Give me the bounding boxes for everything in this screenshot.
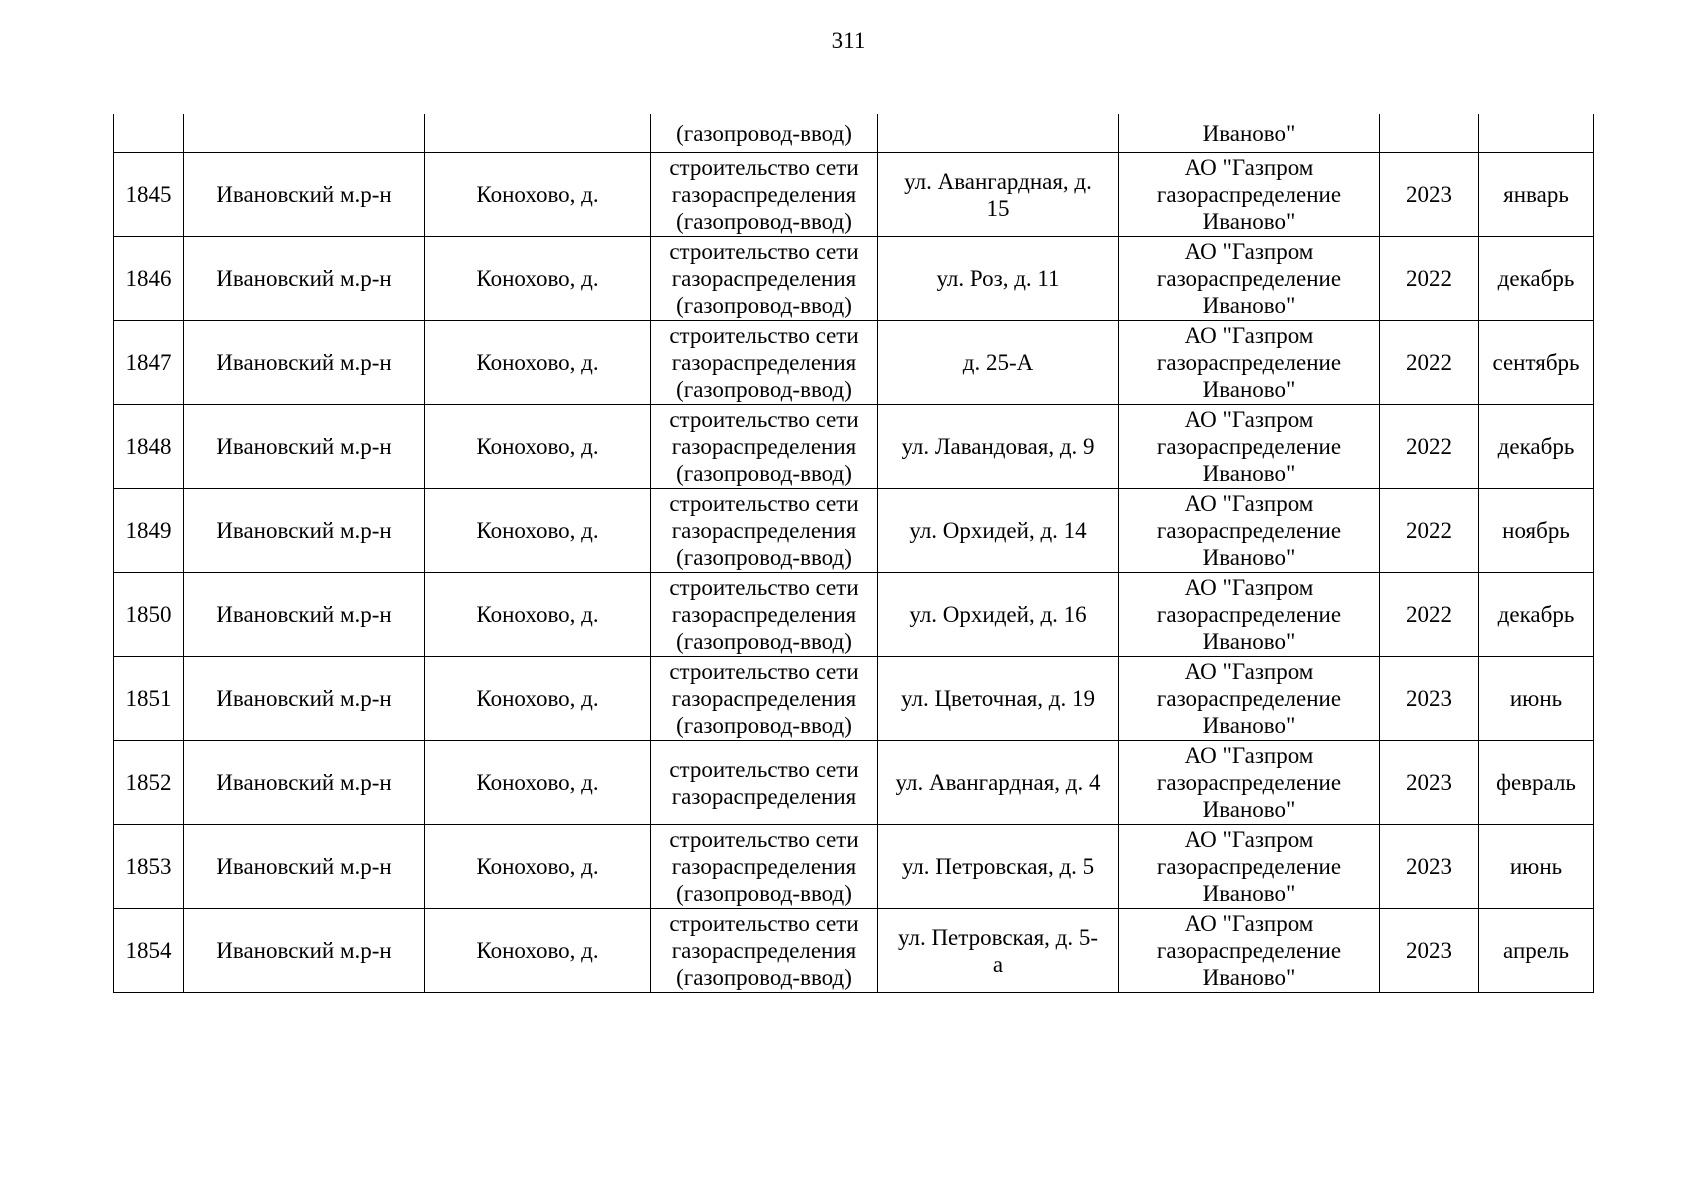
cell-year-text: 2022 bbox=[1406, 350, 1452, 375]
table-body bbox=[114, 114, 1594, 993]
cell-org-text: АО "Газпром газораспределение Иваново" bbox=[1156, 743, 1342, 822]
cell-num-text: 1848 bbox=[125, 434, 172, 459]
cell-org-text: АО "Газпром газораспределение Иваново" bbox=[1156, 911, 1342, 990]
cell-month-text: ноябрь bbox=[1502, 518, 1570, 543]
cell-work-text: строительство сети газораспределения (газопровод-ввод) bbox=[669, 491, 859, 570]
cell-org bbox=[1119, 237, 1380, 321]
cell-settlement bbox=[425, 405, 651, 489]
cell-address bbox=[878, 489, 1119, 573]
cell-district-text: Ивановский м.р-н bbox=[216, 182, 392, 207]
cell-settlement bbox=[425, 825, 651, 909]
cell-work bbox=[651, 114, 878, 153]
cell-work-text: строительство сети газораспределения (газопровод-ввод) bbox=[669, 407, 859, 486]
cell-work-text: строительство сети газораспределения (газопровод-ввод) bbox=[669, 827, 859, 906]
cell-district-text: Ивановский м.р-н bbox=[216, 266, 392, 291]
cell-district bbox=[184, 153, 425, 237]
cell-year bbox=[1380, 114, 1479, 153]
cell-month-text: сентябрь bbox=[1492, 350, 1580, 375]
cell-settlement bbox=[425, 573, 651, 657]
table-row bbox=[114, 909, 1594, 993]
cell-month-text: январь bbox=[1503, 182, 1569, 207]
cell-org-text: АО "Газпром газораспределение Иваново" bbox=[1156, 575, 1342, 654]
cell-settlement bbox=[425, 237, 651, 321]
cell-num bbox=[114, 657, 184, 741]
cell-month bbox=[1479, 114, 1594, 153]
cell-org-text: АО "Газпром газораспределение Иваново" bbox=[1156, 827, 1342, 906]
cell-year bbox=[1380, 405, 1479, 489]
cell-org bbox=[1119, 321, 1380, 405]
cell-year bbox=[1380, 909, 1479, 993]
cell-year bbox=[1380, 657, 1479, 741]
page-number: 311 bbox=[831, 28, 866, 53]
cell-year-text: 2022 bbox=[1406, 518, 1452, 543]
cell-address-text: ул. Роз, д. 11 bbox=[936, 266, 1060, 291]
cell-settlement-text: Конохово, д. bbox=[476, 266, 599, 291]
cell-address-text: д. 25-А bbox=[962, 350, 1034, 375]
table-row bbox=[114, 657, 1594, 741]
cell-month bbox=[1479, 405, 1594, 489]
cell-settlement-text: Конохово, д. bbox=[476, 602, 599, 627]
cell-work bbox=[651, 573, 878, 657]
cell-year bbox=[1380, 153, 1479, 237]
cell-month bbox=[1479, 573, 1594, 657]
cell-address-text: ул. Орхидей, д. 16 bbox=[909, 602, 1087, 627]
cell-address bbox=[878, 153, 1119, 237]
cell-year-text: 2023 bbox=[1406, 770, 1452, 795]
cell-month bbox=[1479, 741, 1594, 825]
cell-work bbox=[651, 825, 878, 909]
cell-year bbox=[1380, 741, 1479, 825]
cell-address-text: ул. Авангардная, д. 4 bbox=[895, 770, 1101, 795]
cell-year bbox=[1380, 489, 1479, 573]
table-row bbox=[114, 237, 1594, 321]
cell-settlement-text: Конохово, д. bbox=[476, 686, 599, 711]
cell-org bbox=[1119, 114, 1380, 153]
cell-month bbox=[1479, 657, 1594, 741]
cell-settlement-text: Конохово, д. bbox=[476, 434, 599, 459]
cell-num bbox=[114, 405, 184, 489]
cell-work-text: (газопровод-ввод) bbox=[676, 120, 852, 146]
cell-settlement-text: Конохово, д. bbox=[476, 350, 599, 375]
cell-org-text: АО "Газпром газораспределение Иваново" bbox=[1156, 491, 1342, 570]
cell-settlement-text: Конохово, д. bbox=[476, 854, 599, 879]
cell-month bbox=[1479, 489, 1594, 573]
cell-month bbox=[1479, 825, 1594, 909]
cell-address bbox=[878, 573, 1119, 657]
cell-num-text: 1854 bbox=[125, 938, 172, 963]
cell-work-text: строительство сети газораспределения (газопровод-ввод) bbox=[669, 239, 859, 318]
cell-district-text: Ивановский м.р-н bbox=[216, 434, 392, 459]
cell-district bbox=[184, 573, 425, 657]
cell-num bbox=[114, 237, 184, 321]
cell-month-text: декабрь bbox=[1497, 266, 1575, 291]
cell-address bbox=[878, 114, 1119, 153]
cell-address-text: ул. Петровская, д. 5 bbox=[901, 854, 1095, 879]
cell-work bbox=[651, 909, 878, 993]
cell-year-text: 2022 bbox=[1406, 266, 1452, 291]
cell-settlement-text: Конохово, д. bbox=[476, 518, 599, 543]
cell-district bbox=[184, 114, 425, 153]
cell-settlement bbox=[425, 114, 651, 153]
cell-district-text: Ивановский м.р-н bbox=[216, 350, 392, 375]
cell-district-text: Ивановский м.р-н bbox=[216, 854, 392, 879]
cell-district bbox=[184, 825, 425, 909]
cell-year bbox=[1380, 237, 1479, 321]
cell-work-text: строительство сети газораспределения bbox=[669, 756, 859, 809]
table-row bbox=[114, 405, 1594, 489]
cell-org-text: АО "Газпром газораспределение Иваново" bbox=[1156, 659, 1342, 738]
cell-org bbox=[1119, 573, 1380, 657]
cell-address bbox=[878, 237, 1119, 321]
cell-year-text: 2022 bbox=[1406, 434, 1452, 459]
cell-district-text: Ивановский м.р-н bbox=[216, 770, 392, 795]
cell-month-text: декабрь bbox=[1497, 602, 1575, 627]
cell-district-text: Ивановский м.р-н bbox=[216, 518, 392, 543]
cell-address bbox=[878, 321, 1119, 405]
cell-district-text: Ивановский м.р-н bbox=[216, 602, 392, 627]
cell-org bbox=[1119, 405, 1380, 489]
cell-num bbox=[114, 321, 184, 405]
cell-settlement-text: Конохово, д. bbox=[476, 182, 599, 207]
cell-address-text: ул. Петровская, д. 5- а bbox=[897, 924, 1099, 977]
cell-address-text: ул. Орхидей, д. 14 bbox=[909, 518, 1087, 543]
cell-year bbox=[1380, 825, 1479, 909]
cell-work bbox=[651, 657, 878, 741]
cell-address bbox=[878, 825, 1119, 909]
cell-month bbox=[1479, 153, 1594, 237]
cell-work-text: строительство сети газораспределения (газопровод-ввод) bbox=[669, 911, 859, 990]
cell-settlement bbox=[425, 489, 651, 573]
cell-year-text: 2023 bbox=[1406, 854, 1452, 879]
cell-settlement bbox=[425, 657, 651, 741]
table-row bbox=[114, 321, 1594, 405]
cell-org bbox=[1119, 489, 1380, 573]
table-row bbox=[114, 573, 1594, 657]
cell-num-text: 1850 bbox=[125, 602, 172, 627]
cell-district bbox=[184, 909, 425, 993]
cell-num bbox=[114, 114, 184, 153]
cell-district bbox=[184, 237, 425, 321]
cell-settlement bbox=[425, 741, 651, 825]
cell-address bbox=[878, 405, 1119, 489]
cell-work bbox=[651, 489, 878, 573]
cell-address-text: ул. Цветочная, д. 19 bbox=[900, 686, 1096, 711]
cell-num bbox=[114, 741, 184, 825]
cell-settlement bbox=[425, 321, 651, 405]
cell-month-text: февраль bbox=[1496, 770, 1576, 795]
cell-org-text: АО "Газпром газораспределение Иваново" bbox=[1156, 407, 1342, 486]
gasification-table bbox=[113, 114, 1594, 993]
cell-month bbox=[1479, 909, 1594, 993]
cell-work-text: строительство сети газораспределения (газопровод-ввод) bbox=[669, 575, 859, 654]
cell-org-text: АО "Газпром газораспределение Иваново" bbox=[1156, 323, 1342, 402]
cell-month bbox=[1479, 237, 1594, 321]
cell-org bbox=[1119, 741, 1380, 825]
cell-num-text: 1847 bbox=[125, 350, 172, 375]
cell-work bbox=[651, 321, 878, 405]
cell-year-text: 2023 bbox=[1406, 686, 1452, 711]
continuation-row bbox=[114, 114, 1594, 153]
cell-address bbox=[878, 657, 1119, 741]
cell-year bbox=[1380, 573, 1479, 657]
cell-district bbox=[184, 405, 425, 489]
cell-district bbox=[184, 321, 425, 405]
cell-num-text: 1846 bbox=[125, 266, 172, 291]
cell-org bbox=[1119, 657, 1380, 741]
cell-address-text: ул. Авангардная, д. 15 bbox=[904, 168, 1092, 221]
cell-year-text: 2022 bbox=[1406, 602, 1452, 627]
cell-num-text: 1852 bbox=[125, 770, 172, 795]
cell-work bbox=[651, 237, 878, 321]
cell-month bbox=[1479, 321, 1594, 405]
cell-month-text: июнь bbox=[1509, 854, 1563, 879]
cell-num-text: 1849 bbox=[125, 518, 172, 543]
cell-org bbox=[1119, 825, 1380, 909]
cell-org-text: АО "Газпром газораспределение Иваново" bbox=[1156, 239, 1342, 318]
cell-num-text: 1845 bbox=[125, 182, 172, 207]
table-row bbox=[114, 489, 1594, 573]
cell-month-text: декабрь bbox=[1497, 434, 1575, 459]
cell-num bbox=[114, 909, 184, 993]
cell-address-text: ул. Лавандовая, д. 9 bbox=[901, 434, 1095, 459]
cell-num bbox=[114, 489, 184, 573]
cell-year bbox=[1380, 321, 1479, 405]
cell-settlement bbox=[425, 909, 651, 993]
cell-work-text: строительство сети газораспределения (газопровод-ввод) bbox=[669, 155, 859, 234]
cell-district bbox=[184, 741, 425, 825]
table-row bbox=[114, 153, 1594, 237]
cell-work bbox=[651, 405, 878, 489]
cell-org bbox=[1119, 153, 1380, 237]
cell-district bbox=[184, 489, 425, 573]
cell-settlement-text: Конохово, д. bbox=[476, 938, 599, 963]
cell-address bbox=[878, 741, 1119, 825]
cell-num bbox=[114, 153, 184, 237]
cell-org bbox=[1119, 909, 1380, 993]
cell-work bbox=[651, 741, 878, 825]
table-row bbox=[114, 825, 1594, 909]
cell-org-text: Иваново" bbox=[1202, 120, 1296, 146]
cell-work bbox=[651, 153, 878, 237]
cell-num-text: 1851 bbox=[125, 686, 172, 711]
table-row bbox=[114, 741, 1594, 825]
cell-district-text: Ивановский м.р-н bbox=[216, 686, 392, 711]
cell-district-text: Ивановский м.р-н bbox=[216, 938, 392, 963]
cell-work-text: строительство сети газораспределения (газопровод-ввод) bbox=[669, 659, 859, 738]
cell-address bbox=[878, 909, 1119, 993]
cell-year-text: 2023 bbox=[1406, 182, 1452, 207]
cell-num bbox=[114, 825, 184, 909]
cell-num-text: 1853 bbox=[125, 854, 172, 879]
cell-org-text: АО "Газпром газораспределение Иваново" bbox=[1156, 155, 1342, 234]
cell-settlement-text: Конохово, д. bbox=[476, 770, 599, 795]
cell-year-text: 2023 bbox=[1406, 938, 1452, 963]
cell-district bbox=[184, 657, 425, 741]
cell-settlement bbox=[425, 153, 651, 237]
cell-month-text: апрель bbox=[1503, 938, 1569, 963]
cell-num bbox=[114, 573, 184, 657]
cell-month-text: июнь bbox=[1509, 686, 1563, 711]
cell-work-text: строительство сети газораспределения (газопровод-ввод) bbox=[669, 323, 859, 402]
